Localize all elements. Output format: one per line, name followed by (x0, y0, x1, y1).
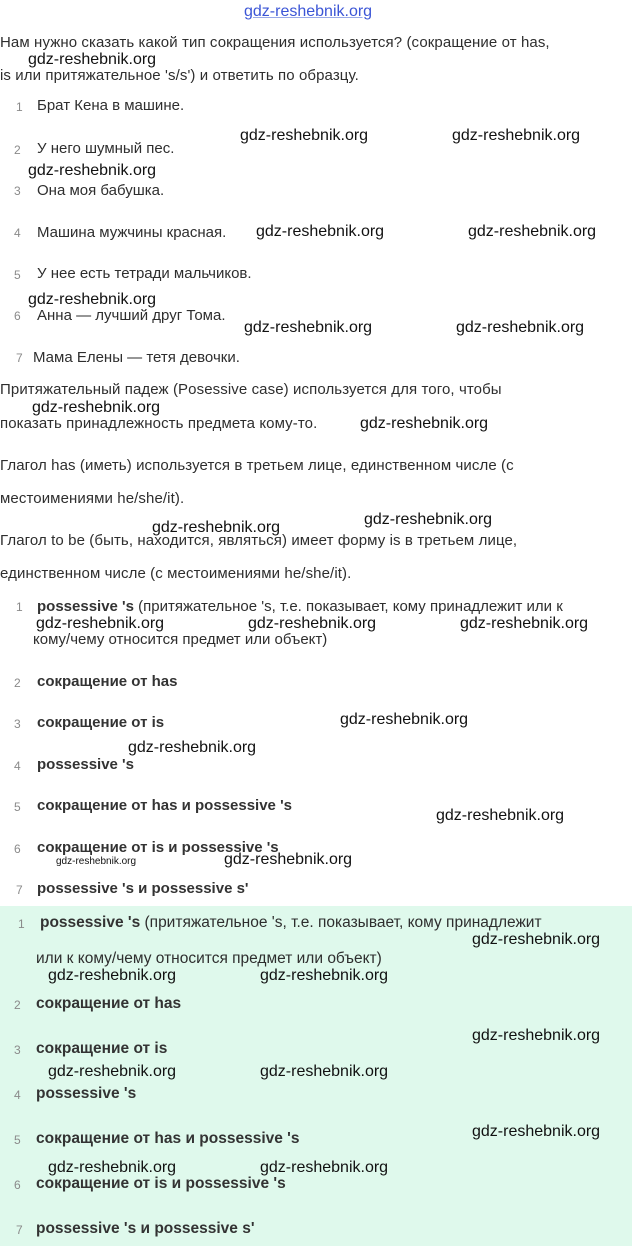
list-number: 4 (14, 759, 21, 773)
watermark-text: gdz-reshebnik.org (468, 223, 597, 240)
watermark-text: gdz-reshebnik.org (128, 739, 257, 756)
list-number: 2 (14, 676, 21, 690)
top-watermark-link[interactable]: gdz-reshebnik.org (244, 3, 373, 20)
watermark-text: gdz-reshebnik.org (260, 1063, 389, 1080)
list-number: 4 (14, 1088, 21, 1102)
watermark-text: gdz-reshebnik.org (260, 967, 389, 984)
watermark-text: gdz-reshebnik.org (48, 967, 177, 984)
list-number: 3 (14, 184, 21, 198)
answer-rest: (притяжательное 's, т.е. показывает, кому принадлежит или к (133, 598, 563, 615)
list-item: сокращение от has и possessive 's (37, 797, 292, 814)
watermark-text: gdz-reshebnik.org (340, 711, 469, 728)
list-item: сокращение от is (36, 1040, 168, 1057)
theory-p3-line-2: единственном числе (с местоимениями he/she/it). (0, 565, 352, 582)
watermark-text: gdz-reshebnik.org (28, 291, 157, 308)
list-item: Мама Елены — тетя девочки. (33, 349, 240, 366)
watermark-text: gdz-reshebnik.org (28, 51, 157, 68)
theory-p1-line-2: показать принадлежность предмета кому-то. (0, 415, 318, 432)
watermark-text: gdz-reshebnik.org (452, 127, 581, 144)
answer-bold: possessive 's (37, 598, 134, 615)
list-item: сокращение от has и possessive 's (36, 1130, 300, 1147)
watermark-text: gdz-reshebnik.org (472, 1027, 601, 1044)
list-item: У него шумный пес. (37, 140, 175, 157)
watermark-text: gdz-reshebnik.org (256, 223, 385, 240)
list-number: 5 (14, 1133, 21, 1147)
watermark-text: gdz-reshebnik.org (224, 851, 353, 868)
list-item: сокращение от is и possessive 's (37, 839, 279, 856)
watermark-text: gdz-reshebnik.org (456, 319, 585, 336)
watermark-text: gdz-reshebnik.org (360, 415, 489, 432)
list-item: Машина мужчины красная. (37, 224, 227, 241)
watermark-text: gdz-reshebnik.org (56, 856, 137, 867)
theory-p2-line-1: Глагол has (иметь) используется в третьем лице, единственном числе (с (0, 457, 514, 474)
watermark-text: gdz-reshebnik.org (460, 615, 589, 632)
list-number: 1 (16, 600, 23, 614)
theory-p3-line-1: Глагол to be (быть, находится, являться) имеет форму is в третьем лице, (0, 532, 518, 549)
intro-line-2: is или притяжательное 's/s') и ответить по образцу. (0, 67, 359, 84)
list-number: 5 (14, 268, 21, 282)
list-item (40, 914, 542, 932)
list-item: possessive 's (36, 1085, 137, 1102)
watermark-text: gdz-reshebnik.org (472, 1123, 601, 1140)
watermark-text: gdz-reshebnik.org (48, 1159, 177, 1176)
list-item: possessive 's и possessive s' (36, 1220, 255, 1237)
list-number: 7 (16, 1223, 23, 1237)
watermark-text: gdz-reshebnik.org (436, 807, 565, 824)
list-item-continuation: или к кому/чему относится предмет или объект) (36, 950, 382, 967)
watermark-text: gdz-reshebnik.org (244, 319, 373, 336)
list-number: 6 (14, 1178, 21, 1192)
list-number: 5 (14, 800, 21, 814)
list-item: Она моя бабушка. (37, 182, 165, 199)
list-item (37, 598, 563, 615)
watermark-text: gdz-reshebnik.org (32, 399, 161, 416)
theory-p2-line-2: местоимениями he/she/it). (0, 490, 185, 507)
list-number: 6 (14, 309, 21, 323)
list-item: Брат Кена в машине. (37, 97, 185, 114)
list-item: сокращение от is (37, 714, 165, 731)
list-number: 7 (16, 351, 23, 365)
watermark-text: gdz-reshebnik.org (472, 931, 601, 948)
list-number: 3 (14, 1043, 21, 1057)
intro-line-1: Нам нужно сказать какой тип сокращения используется? (сокращение от has, (0, 34, 550, 51)
list-number: 1 (18, 917, 25, 931)
list-number: 2 (14, 143, 21, 157)
list-number: 7 (16, 883, 23, 897)
watermark-text: gdz-reshebnik.org (248, 615, 377, 632)
list-item: сокращение от has (36, 995, 182, 1012)
watermark-text: gdz-reshebnik.org (28, 162, 157, 179)
list-number: 2 (14, 998, 21, 1012)
watermark-text: gdz-reshebnik.org (240, 127, 369, 144)
list-number: 6 (14, 842, 21, 856)
list-item: possessive 's и possessive s' (37, 880, 249, 897)
watermark-text: gdz-reshebnik.org (152, 519, 281, 536)
list-number: 1 (16, 100, 23, 114)
list-item: сокращение от has (37, 673, 178, 690)
list-item: possessive 's (37, 756, 134, 773)
theory-p1-line-1: Притяжательный падеж (Posessive case) используется для того, чтобы (0, 381, 502, 398)
list-number: 3 (14, 717, 21, 731)
watermark-text: gdz-reshebnik.org (364, 511, 493, 528)
watermark-text: gdz-reshebnik.org (48, 1063, 177, 1080)
list-item: У нее есть тетради мальчиков. (37, 265, 252, 282)
answer-rest: (притяжательное 's, т.е. показывает, кому принадлежит (140, 914, 542, 931)
list-item: Анна — лучший друг Тома. (37, 307, 226, 324)
list-item-continuation: кому/чему относится предмет или объект) (33, 631, 328, 648)
answer-bold: possessive 's (40, 914, 141, 931)
watermark-text: gdz-reshebnik.org (260, 1159, 389, 1176)
list-number: 4 (14, 226, 21, 240)
watermark-text: gdz-reshebnik.org (36, 615, 165, 632)
list-item: сокращение от is и possessive 's (36, 1175, 286, 1192)
